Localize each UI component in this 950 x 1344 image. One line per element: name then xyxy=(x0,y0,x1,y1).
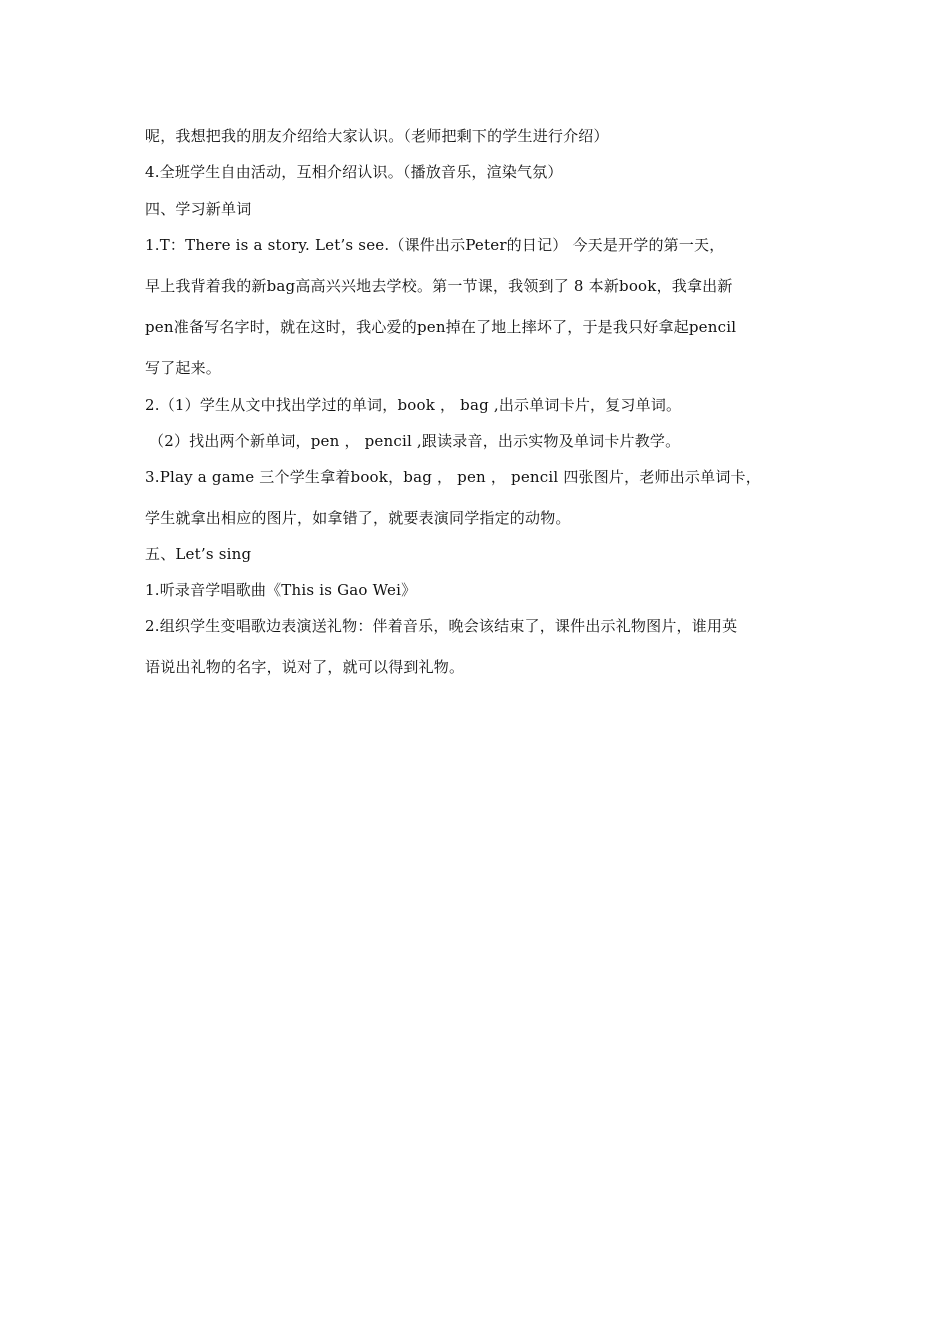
text-line: 2.组织学生变唱歌边表演送礼物：伴着音乐，晚会该结束了，课件出示礼物图片，谁用英 xyxy=(145,617,738,635)
section-heading: 五、Let’s sing xyxy=(145,545,252,563)
section-heading: 四、学习新单词 xyxy=(145,200,252,218)
text-line: 1.听录音学唱歌曲《This is Gao Wei》 xyxy=(145,581,417,599)
text-line: 早上我背着我的新bag高高兴兴地去学校。第一节课，我领到了 8 本新book，我拿出新 xyxy=(145,277,733,295)
text-line: （2）找出两个新单词，pen ， pencil ,跟读录音，出示实物及单词卡片教学。 xyxy=(149,432,681,450)
text-line: 学生就拿出相应的图片，如拿错了，就要表演同学指定的动物。 xyxy=(145,509,571,527)
text-line: 1.T：There is a story. Let’s see.（课件出示Peter的日记） 今天是开学的第一天， xyxy=(145,236,725,254)
text-line: 写了起来。 xyxy=(145,359,222,377)
text-line: pen准备写名字时，就在这时，我心爱的pen掉在了地上摔坏了，于是我只好拿起pencil xyxy=(145,318,737,336)
text-line: 4.全班学生自由活动，互相介绍认识。（播放音乐，渲染气氛） xyxy=(145,163,563,181)
text-line: 2.（1）学生从文中找出学过的单词，book ， bag ,出示单词卡片，复习单词。 xyxy=(145,396,682,414)
text-line: 3.Play a game 三个学生拿着book，bag ， pen ， pencil 四张图片，老师出示单词卡， xyxy=(145,468,761,486)
text-line: 呢，我想把我的朋友介绍给大家认识。（老师把剩下的学生进行介绍） xyxy=(145,127,609,145)
text-line: 语说出礼物的名字，说对了，就可以得到礼物。 xyxy=(145,658,465,676)
